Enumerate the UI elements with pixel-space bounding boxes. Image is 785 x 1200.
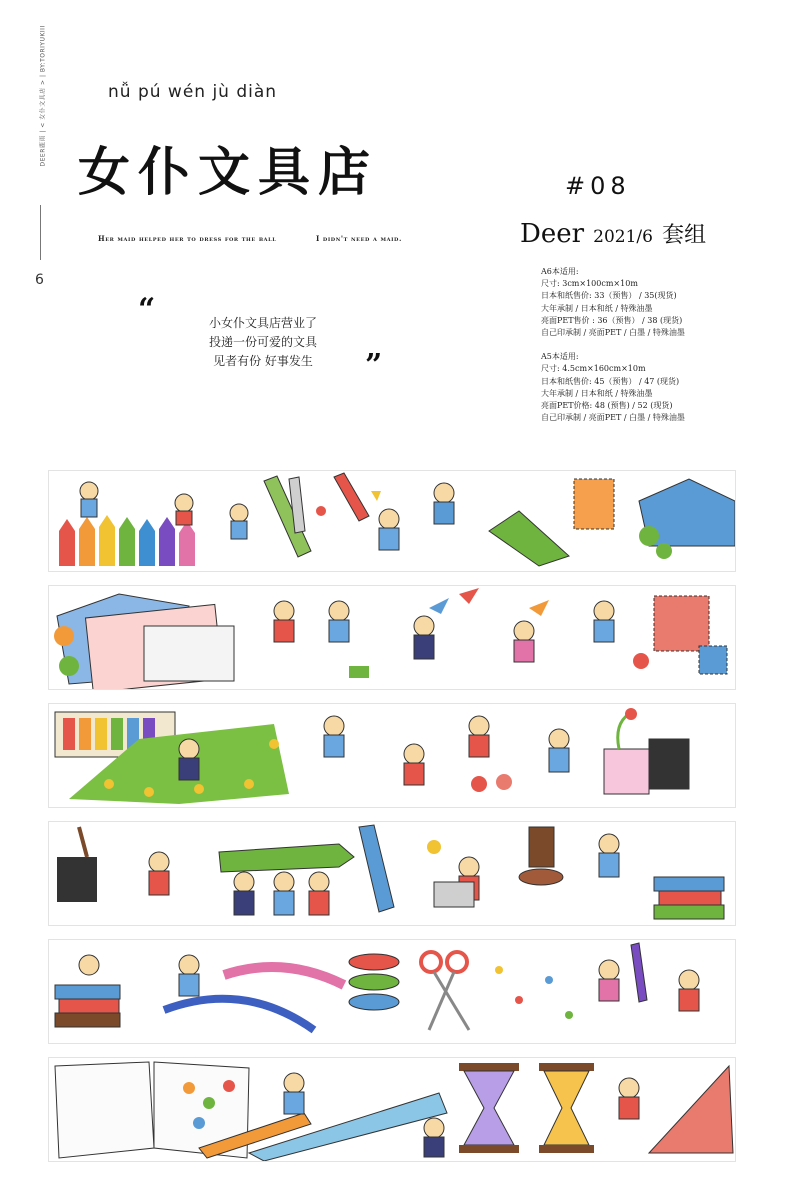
spec-line: 大年承制 / 日本和纸 / 特殊油墨	[541, 303, 653, 313]
set-suffix: 套组	[662, 223, 707, 248]
set-brand: Deer	[520, 219, 585, 249]
spec-line: 日本和纸售价: 33（预售） / 35(现货)	[541, 291, 677, 301]
pencils-and-pens-illustration	[264, 473, 569, 566]
quote-line: 小女仆文具店营业了	[208, 316, 317, 330]
book-stack-illustration	[55, 985, 120, 1027]
spec-line: 大年承制 / 日本和纸 / 特殊油墨	[541, 388, 653, 398]
stamps-envelope-illustration	[574, 479, 735, 559]
spec-line: A6本适用:	[541, 267, 579, 276]
tagline-left: Her maid helped her to dress for the ball	[98, 234, 277, 243]
spec-line: 尺寸: 4.5cm×160cm×10m	[541, 364, 646, 374]
spec-block	[541, 266, 741, 424]
issue-number: #08	[565, 172, 631, 200]
spec-line: 日本和纸售价: 45（预售） / 47 (现货)	[541, 376, 680, 386]
quote-line: 投递一份可爱的文具	[208, 335, 317, 349]
letters-envelope-illustration	[54, 594, 234, 689]
colored-pencils-illustration	[59, 515, 195, 566]
quote-close-mark: ”	[365, 348, 383, 383]
washi-strip-study	[48, 1057, 736, 1162]
paper-planes-illustration	[429, 588, 549, 616]
spec-line: 亮面PET价格: 48 (预售) / 52 (现货)	[541, 401, 673, 411]
ink-bottle-illustration	[57, 827, 97, 902]
page-number: 6	[35, 272, 44, 288]
spec-line: A5本适用:	[541, 352, 579, 362]
spec-line: 尺寸: 3cm×100cm×10m	[541, 279, 638, 289]
washi-strip-desk	[48, 821, 736, 926]
tulips-ink-illustration	[471, 708, 689, 794]
spec-line: 自己印承制 / 亮面PET / 白墨 / 特殊油墨	[541, 328, 685, 338]
title-pinyin: nǚ pú wén jù diàn	[108, 82, 278, 102]
spine-vertical-text: DEER鹿雨 | < 女仆文具店 > | BY:TORIYUKIII	[39, 25, 47, 167]
set-date: 2021/6	[593, 227, 653, 247]
spec-line: 自己印承制 / 亮面PET / 白墨 / 特殊油墨	[541, 413, 685, 423]
set-square-illustration	[649, 1066, 733, 1153]
confetti-dots-illustration	[495, 943, 647, 1019]
maid-characters-illustration	[274, 601, 614, 662]
spec-line: 亮面PET售价 : 36（预售） / 38 (现货)	[541, 315, 683, 325]
washi-strip-pencils	[48, 470, 736, 572]
quote-open-mark: “	[138, 292, 156, 327]
washi-strip-letters	[48, 585, 736, 690]
hourglass-illustration	[459, 1063, 594, 1153]
maid-characters-illustration	[80, 482, 454, 550]
scissors-illustration	[421, 952, 469, 1030]
washi-strip-garden	[48, 703, 736, 808]
set-heading	[520, 218, 706, 249]
shop-title: 女仆文具店	[78, 143, 379, 203]
quote-line: 见者有份 好事发生	[213, 354, 313, 368]
washi-strip-crafts	[48, 939, 736, 1044]
quote-body	[188, 314, 338, 371]
spine-divider	[40, 205, 41, 260]
spec-gap	[541, 339, 741, 351]
tagline-right: I didn't need a maid.	[316, 234, 403, 243]
